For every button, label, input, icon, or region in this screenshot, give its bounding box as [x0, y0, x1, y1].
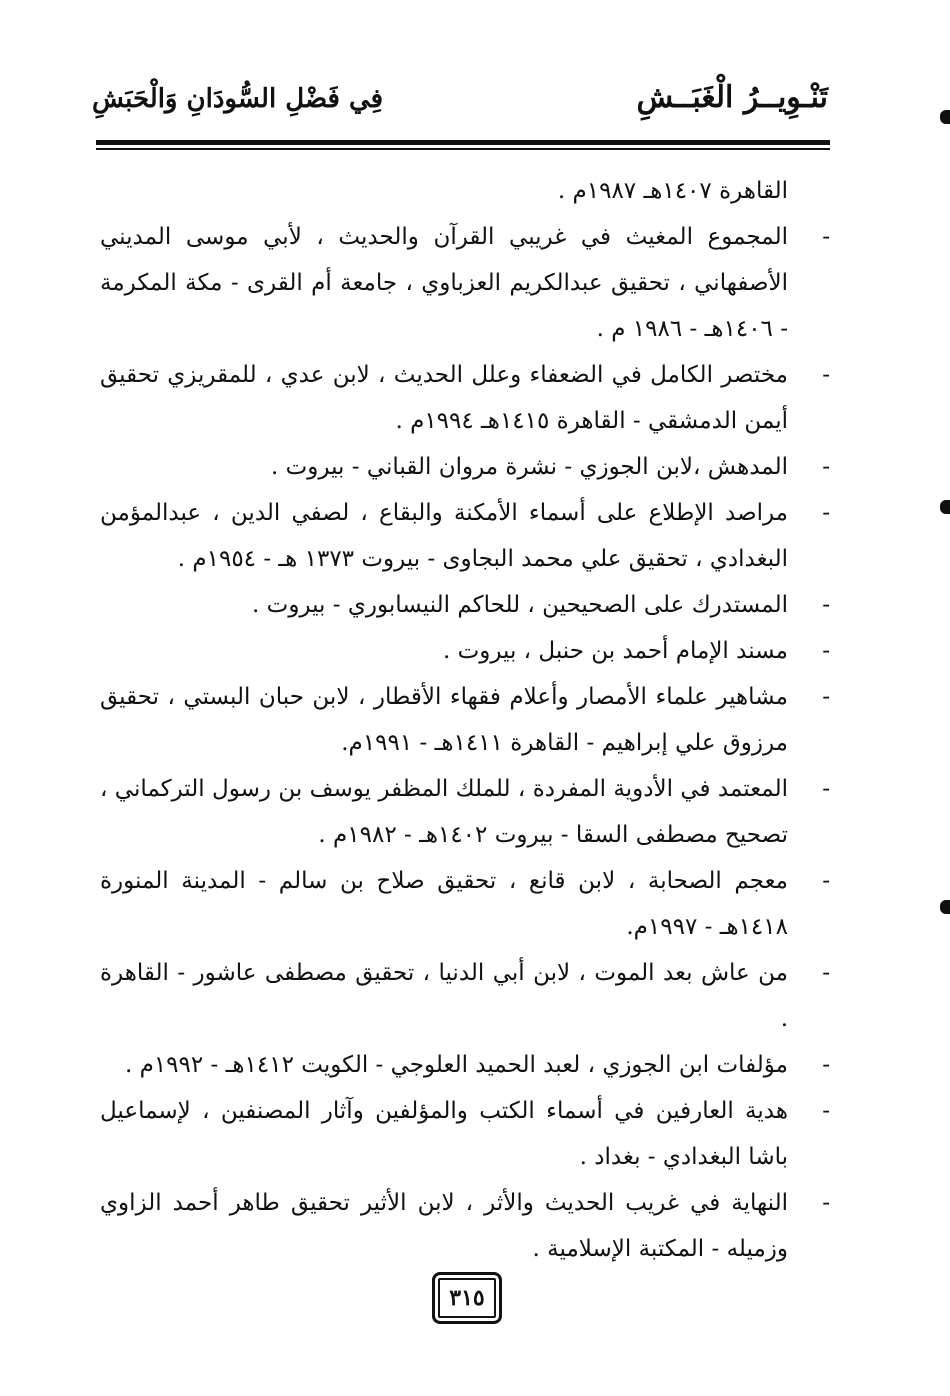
entry-dash: -: [822, 362, 830, 388]
bibliography-entry: [100, 674, 838, 766]
bibliography-entry: [100, 1180, 838, 1272]
bibliography-entry: [100, 168, 838, 214]
bibliography-entry: [100, 352, 838, 444]
bibliography-entry: [100, 950, 838, 1042]
bibliography-entry: [100, 766, 838, 858]
header-rule-thick: [96, 140, 830, 145]
entry-dash: -: [822, 500, 830, 526]
bibliography-entry: [100, 628, 838, 674]
bibliography-entry: [100, 1088, 838, 1180]
page-number: [432, 1272, 502, 1324]
entry-dash: -: [822, 224, 830, 250]
entry-dash: -: [822, 1098, 830, 1124]
entry-dash: -: [822, 638, 830, 664]
entry-text: القاهرة ١٤٠٧هـ ١٩٨٧م .: [557, 178, 788, 204]
bibliography-entry: [100, 444, 838, 490]
bibliography-entry: [100, 858, 838, 950]
page-number-text: ٣١٥: [449, 1285, 485, 1311]
entry-dash: -: [822, 868, 830, 894]
entry-dash: -: [822, 454, 830, 480]
bibliography-list: [100, 168, 838, 1272]
entry-text: المعتمد في الأدوية المفردة ، للملك المظفر يوسف بن رسول التركماني ، تصحيح مصطفى السقا - بيروت ١٤٠٢هـ - ١٩٨٢م .: [100, 776, 788, 848]
entry-text: معجم الصحابة ، لابن قانع ، تحقيق صلاح بن سالم - المدينة المنورة ١٤١٨هـ - ١٩٩٧م.: [100, 868, 788, 940]
entry-dash: -: [822, 684, 830, 710]
margin-mark: [940, 110, 950, 124]
bibliography-entry: [100, 214, 838, 352]
entry-text: مختصر الكامل في الضعفاء وعلل الحديث ، لابن عدي ، للمقريزي تحقيق أيمن الدمشقي - القاهرة ١٤١٥هـ ١٩٩٤م .: [100, 362, 788, 434]
entry-text: مشاهير علماء الأمصار وأعلام فقهاء الأقطار ، لابن حبان البستي ، تحقيق مرزوق علي إبراهيم - القاهرة ١٤١١هـ - ١٩٩١م.: [100, 684, 788, 756]
entry-text: المجموع المغيث في غريبي القرآن والحديث ، لأبي موسى المديني الأصفهاني ، تحقيق عبدالكريم العزباوي ، جامعة أم القرى - مكة المكرمة - ١٤٠٦هـ - ١٩٨٦ م .: [100, 224, 788, 342]
bibliography-entry: [100, 1042, 838, 1088]
entry-text: من عاش بعد الموت ، لابن أبي الدنيا ، تحقيق مصطفى عاشور - القاهرة .: [100, 960, 788, 1032]
entry-text: مسند الإمام أحمد بن حنبل ، بيروت .: [442, 638, 788, 664]
entry-text: هدية العارفين في أسماء الكتب والمؤلفين وآثار المصنفين ، لإسماعيل باشا البغدادي - بغداد .: [100, 1098, 788, 1170]
margin-mark: [940, 900, 950, 914]
entry-dash: -: [822, 1190, 830, 1216]
margin-mark: [940, 500, 950, 514]
entry-dash: -: [822, 960, 830, 986]
running-header: [92, 72, 828, 132]
entry-text: مراصد الإطلاع على أسماء الأمكنة والبقاع ، لصفي الدين ، عبدالمؤمن البغدادي ، تحقيق علي محمد البجاوى - بيروت ١٣٧٣ هـ - ١٩٥٤م .: [100, 500, 788, 572]
bibliography-entry: [100, 582, 838, 628]
book-title: تَنْـوِيــرُ الْغَبَــشِ: [636, 80, 828, 115]
entry-dash: -: [822, 776, 830, 802]
header-rule-thin: [96, 148, 830, 150]
entry-dash: -: [822, 1052, 830, 1078]
entry-dash: -: [822, 592, 830, 618]
entry-text: مؤلفات ابن الجوزي ، لعبد الحميد العلوجي - الكويت ١٤١٢هـ - ١٩٩٢م .: [124, 1052, 788, 1078]
bibliography-entry: [100, 490, 838, 582]
entry-text: المدهش ،لابن الجوزي - نشرة مروان القباني - بيروت .: [271, 454, 788, 480]
entry-text: المستدرك على الصحيحين ، للحاكم النيسابوري - بيروت .: [252, 592, 788, 618]
entry-text: النهاية في غريب الحديث والأثر ، لابن الأثير تحقيق طاهر أحمد الزاوي وزميله - المكتبة الإسلامية .: [100, 1190, 788, 1262]
book-subtitle: فِي فَضْلِ السُّودَانِ وَالْحَبَشِ: [92, 84, 384, 114]
